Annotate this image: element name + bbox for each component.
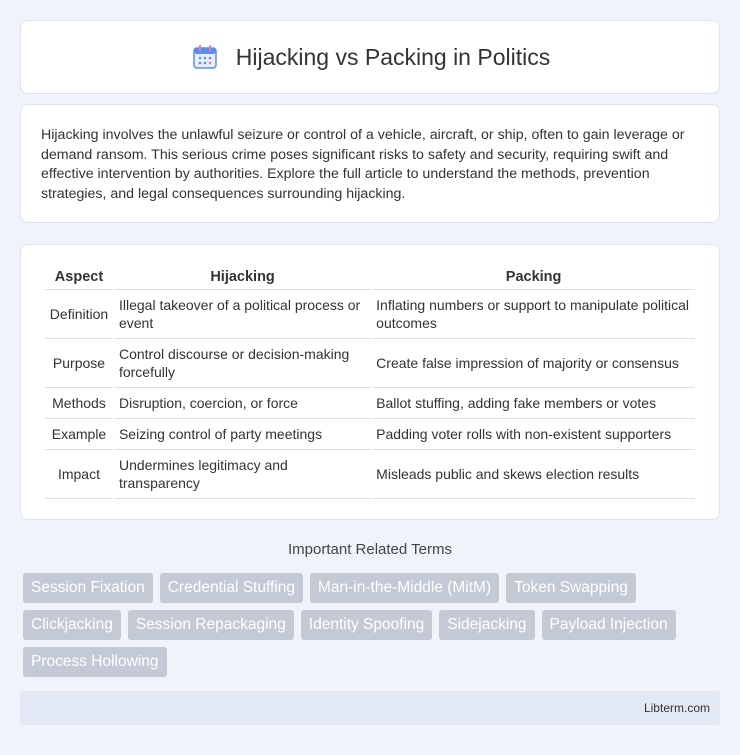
- intro-card: [20, 104, 720, 223]
- hijacking-cell: Illegal takeover of a political process or event: [115, 290, 370, 339]
- tag-process-hollowing[interactable]: Process Hollowing: [23, 647, 167, 677]
- tag-token-swapping[interactable]: Token Swapping: [506, 573, 636, 603]
- tag-credential-stuffing[interactable]: Credential Stuffing: [160, 573, 303, 603]
- packing-cell: Create false impression of majority or consensus: [372, 339, 695, 388]
- footer-link[interactable]: Libterm.com: [643, 701, 710, 715]
- header-packing: Packing: [372, 265, 695, 290]
- tag-man-in-the-middle[interactable]: Man-in-the-Middle (MitM): [310, 573, 499, 603]
- tag-identity-spoofing[interactable]: Identity Spoofing: [301, 610, 432, 640]
- hijacking-cell: Control discourse or decision-making forcefully: [115, 339, 370, 388]
- related-terms-title: Important Related Terms: [288, 541, 452, 558]
- hijacking-cell: Disruption, coercion, or force: [115, 388, 370, 419]
- aspect-cell: Example: [45, 419, 113, 450]
- aspect-cell: Definition: [45, 290, 113, 339]
- tag-clickjacking[interactable]: Clickjacking: [23, 610, 121, 640]
- page-title: Hijacking vs Packing in Politics: [235, 43, 551, 70]
- hijacking-cell: Undermines legitimacy and transparency: [115, 450, 370, 499]
- tag-payload-injection[interactable]: Payload Injection: [542, 610, 676, 640]
- comparison-card: [20, 244, 720, 520]
- table-row: [45, 388, 695, 419]
- aspect-cell: Methods: [45, 388, 113, 419]
- header-card: [20, 20, 720, 94]
- footer: [20, 691, 720, 725]
- packing-cell: Padding voter rolls with non-existent supporters: [372, 419, 695, 450]
- table-header-row: [45, 265, 695, 290]
- table-row: [45, 419, 695, 450]
- aspect-cell: Impact: [45, 450, 113, 499]
- calendar-grid-icon: [190, 42, 220, 72]
- header-aspect: Aspect: [45, 265, 113, 290]
- related-terms-list: [23, 573, 703, 677]
- hijacking-cell: Seizing control of party meetings: [115, 419, 370, 450]
- comparison-table: [43, 265, 697, 499]
- packing-cell: Ballot stuffing, adding fake members or votes: [372, 388, 695, 419]
- table-row: [45, 290, 695, 339]
- tag-sidejacking[interactable]: Sidejacking: [439, 610, 534, 640]
- tag-session-repackaging[interactable]: Session Repackaging: [128, 610, 294, 640]
- packing-cell: Misleads public and skews election results: [372, 450, 695, 499]
- packing-cell: Inflating numbers or support to manipulate political outcomes: [372, 290, 695, 339]
- intro-text: Hijacking involves the unlawful seizure or control of a vehicle, aircraft, or ship, often to gain leverage or demand ransom. This serious crime poses significant risks to safety and security, requiring swift and effective intervention by authorities. Explore the full article to understand the methods, prevention strategies, and legal consequences surrounding hijacking.: [41, 127, 685, 202]
- tag-session-fixation[interactable]: Session Fixation: [23, 573, 153, 603]
- header-hijacking: Hijacking: [115, 265, 370, 290]
- table-row: [45, 450, 695, 499]
- aspect-cell: Purpose: [45, 339, 113, 388]
- table-row: [45, 339, 695, 388]
